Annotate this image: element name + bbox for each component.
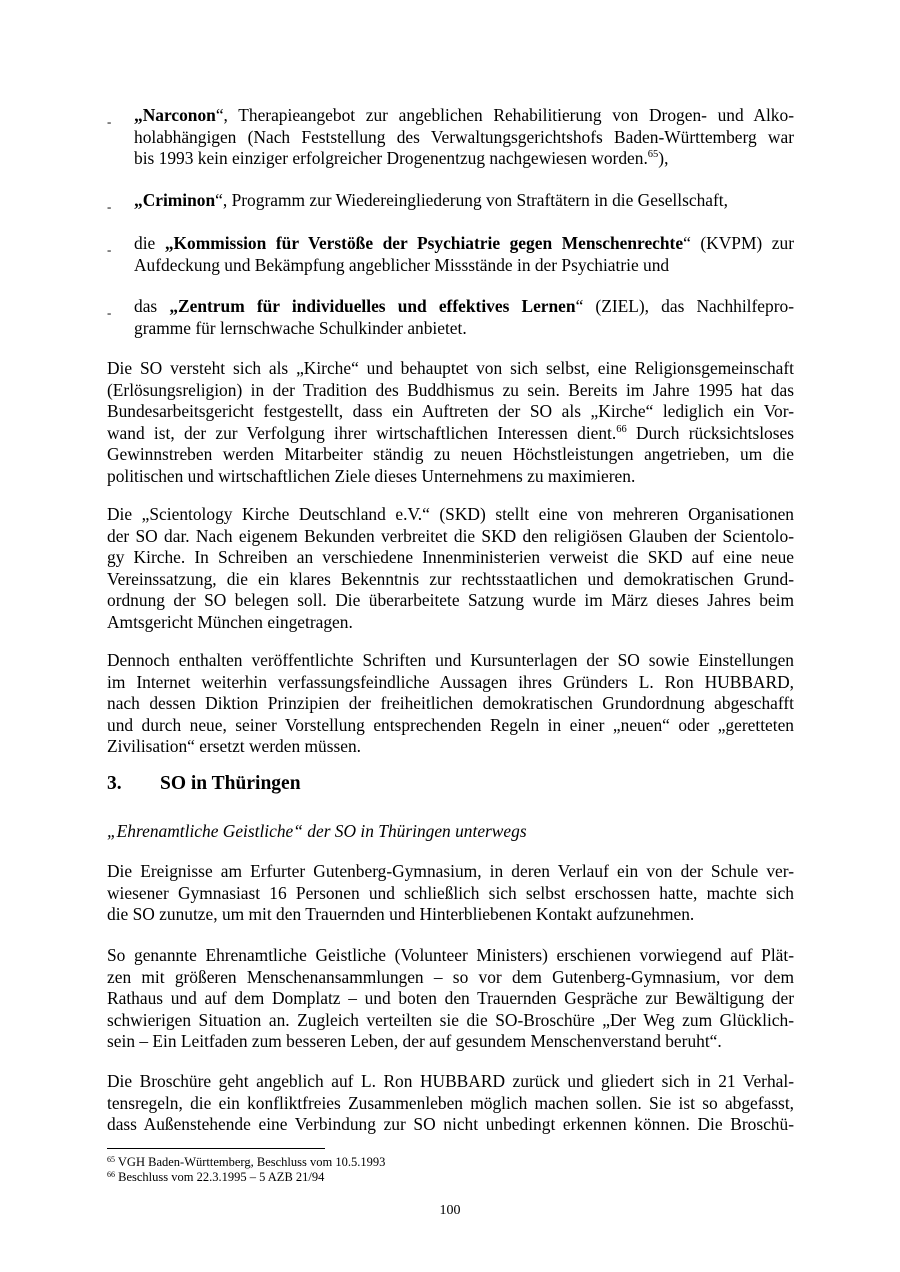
list-item-criminon: „Criminon“, Programm zur Wiedereingliederung von Straftätern in die Gesellschaft, — [134, 190, 728, 210]
list-item-kvpm: die „Kommission für Verstöße der Psychiatrie gegen Menschenrechte“ (KVPM) zur Aufdeckung und Bekämpfung angeblicher Missstände in der Psychiatrie und — [134, 233, 794, 275]
term-narconon: „Narconon — [134, 105, 216, 125]
list-bullet-dash: - — [107, 242, 112, 257]
section-number: 3. — [107, 773, 122, 794]
section-subheading: „Ehrenamtliche Geistliche“ der SO in Thüringen unterwegs — [107, 821, 527, 841]
list-bullet-dash: - — [107, 305, 112, 320]
term-kvpm: „Kommission für Verstöße der Psychiatrie gegen Menschenrechte — [164, 233, 684, 253]
section-heading — [107, 773, 301, 795]
section-title: SO in Thüringen — [160, 773, 301, 794]
list-item-ziel: das „Zentrum für individuelles und effektives Lernen“ (ZIEL), das Nachhilfepro- gramme für lernschwache Schulkinder anbietet. — [134, 296, 794, 338]
footnote-66: $^{66}$ Beschluss vom 22.3.1995 – 5 AZB 21/94 — [107, 1170, 325, 1184]
paragraph-skd: Die „Scientology Kirche Deutschland e.V.“ (SKD) stellt eine von mehreren Organisationen der SO dar. Nach eigenem Bekunden verbreitet die SKD den religiösen Glauben der Scientolo- gy Kirche. In Schreiben an verschiedene Innenministerien verweist die SKD auf eine neue Vereinssatzung, die ein klares Bekenntnis zur rechtsstaatlichen und demokratischen Grund- ordnung der SO belegen soll. Die überarbeitete Satzung wurde im März dieses Jahres beim Amtsgericht München eingetragen. — [107, 504, 794, 632]
paragraph-so-kirche: Die SO versteht sich als „Kirche“ und behauptet von sich selbst, eine Religionsgemeinschaft (Erlösungsreligion) in der Tradition des Buddhismus zu sein. Bereits im Jahre 1995 hat das Bundesarbeitsgericht festgestellt, dass ein Auftreten der SO als „Kirche“ lediglich ein Vor- wand ist, der zur Verfolgung ihrer wirtschaftlichen Interessen dient.$^{66}$ Durch rücksichtsloses Gewinnstreben werden Mitarbeiter ständig zu neuen Höchstleistungen angetrieben, um die politischen und wirtschaftlichen Ziele dieses Unternehmens zu maximieren. — [107, 358, 794, 486]
list-bullet-dash: - — [107, 114, 112, 129]
footnote-ref-66: 66 — [616, 423, 627, 435]
footnote-separator — [107, 1148, 325, 1149]
footnote-65: $^{65}$ VGH Baden-Württemberg, Beschluss vom 10.5.1993 — [107, 1155, 386, 1169]
list-bullet-dash: - — [107, 199, 112, 214]
list-item-narconon: „Narconon“, Therapieangebot zur angeblichen Rehabilitierung von Drogen- und Alko- holabhängigen (Nach Feststellung des Verwaltungsgerichtshofs Baden-Württemberg war bis 1993 kein einziger erfolgreicher Drogenentzug nachgewiesen worden.$^{65}$), — [134, 105, 794, 168]
footnote-ref-65: 65 — [647, 149, 659, 160]
term-ziel: „Zentrum für individuelles und effektives Lernen — [169, 296, 576, 316]
paragraph-broschuere: Die Broschüre geht angeblich auf L. Ron HUBBARD zurück und gliedert sich in 21 Verhal- tensregeln, die ein konfliktfreies Zusammenleben möglich machen sollen. Sie ist so abgefasst, dass Außenstehende eine Verbindung zur SO nicht unbedingt erkennen können. Die Broschü- — [107, 1071, 794, 1134]
paragraph-ehrenamtliche: So genannte Ehrenamtliche Geistliche (Volunteer Ministers) erschienen vorwiegend auf Plät- zen mit größeren Menschenansammlungen – so vor dem Gutenberg-Gymnasium, vor dem Rathaus und auf dem Domplatz – und boten den Trauernden Gespräche zur Bewältigung der schwierigen Situation an. Zugleich verteilten sie die SO-Broschüre „Der Weg zum Glücklich- sein – Ein Leitfaden zum besseren Leben, der auf gesundem Menschenverstand beruht“. — [107, 945, 794, 1051]
paragraph-ereignisse: Die Ereignisse am Erfurter Gutenberg-Gymnasium, in deren Verlauf ein von der Schule ver- wiesener Gymnasiast 16 Personen und schließlich sich selbst erschossen hatte, machte sich die SO zunutze, um mit den Trauernden und Hinterbliebenen Kontakt aufzunehmen. — [107, 861, 794, 924]
page-number: 100 — [439, 1203, 461, 1218]
paragraph-dennoch: Dennoch enthalten veröffentlichte Schriften und Kursunterlagen der SO sowie Einstellungen im Internet weiterhin verfassungsfeindliche Aussagen ihres Gründers L. Ron HUBBARD, nach dessen Diktion Prinzipien der freiheitlichen demokratischen Grundordnung abgeschafft und durch neue, seiner Vorstellung entsprechenden Regeln in einer „neuen“ oder „geretteten Zivilisation“ ersetzt werden müssen. — [107, 650, 794, 756]
term-criminon: „Criminon — [134, 190, 216, 210]
